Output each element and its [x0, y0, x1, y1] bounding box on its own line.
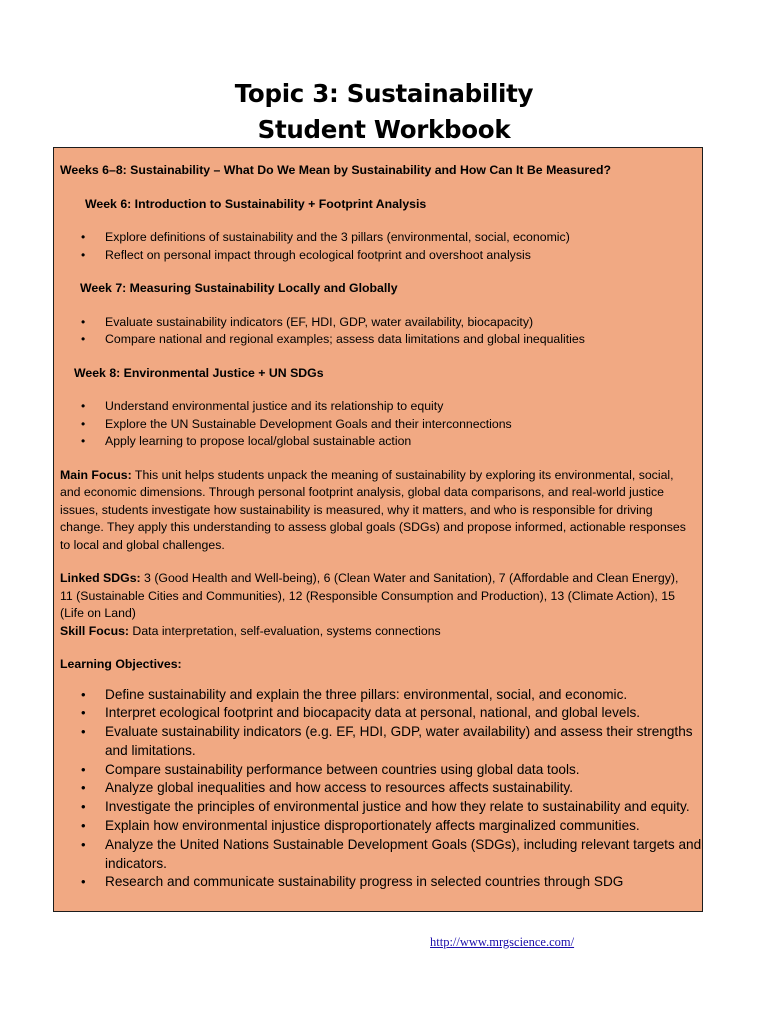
list-item: • Evaluate sustainability indicators (EF, HDI, GDP, water availability, biocapacity)	[60, 314, 702, 332]
content-box	[53, 147, 703, 912]
page-title	[0, 76, 768, 148]
title-line-1: Topic 3: Sustainability	[234, 79, 534, 108]
title-line-2: Student Workbook	[257, 115, 511, 144]
objectives-list	[60, 686, 702, 893]
objective-item: • Interpret ecological footprint and biocapacity data at personal, national, and global levels.	[60, 704, 702, 723]
list-item: • Reflect on personal impact through ecological footprint and overshoot analysis	[60, 247, 702, 265]
objective-item: • Define sustainability and explain the three pillars: environmental, social, and economic.	[60, 686, 702, 705]
objective-item: • Compare sustainability performance between countries using global data tools.	[60, 761, 702, 780]
objectives-heading: Learning Objectives:	[60, 657, 182, 671]
main-focus-text: This unit helps students unpack the meaning of sustainability by exploring its environmental, social, and economic dimensions. Through personal footprint analysis, global data comparisons, and real-world justice issues, students investigate how sustainability is measured, why it matters, and who is responsible for driving change. They apply this understanding to assess global goals (SDGs) and propose informed, actionable responses to local and global challenges.	[60, 467, 686, 552]
linked-sdgs-paragraph	[60, 570, 702, 623]
objective-item: • Research and communicate sustainability progress in selected countries through SDG	[60, 873, 702, 892]
main-focus-paragraph	[60, 467, 702, 555]
linked-sdgs-text: 3 (Good Health and Well-being), 6 (Clean Water and Sanitation), 7 (Affordable and Clean Energy), 11 (Sustainable Cities and Communities), 12 (Responsible Consumption and Production), 13 (Climate Action), 15 (Life on Land)	[60, 571, 679, 620]
linked-sdgs-label: Linked SDGs:	[60, 571, 141, 585]
list-item: • Understand environmental justice and its relationship to equity	[60, 398, 702, 416]
objective-item: • Explain how environmental injustice disproportionately affects marginalized communities.	[60, 817, 702, 836]
objective-item: • Analyze global inequalities and how access to resources affects sustainability.	[60, 779, 702, 798]
objective-item: • Analyze the United Nations Sustainable Development Goals (SDGs), including relevant targets and indicators.	[60, 836, 702, 874]
list-item: • Explore definitions of sustainability and the 3 pillars (environmental, social, economic)	[60, 229, 702, 247]
list-item: • Apply learning to propose local/global sustainable action	[60, 433, 702, 451]
objective-item: • Investigate the principles of environmental justice and how they relate to sustainability and equity.	[60, 798, 702, 817]
skill-focus-label: Skill Focus:	[60, 623, 130, 638]
box-heading: Weeks 6–8: Sustainability – What Do We Mean by Sustainability and How Can It Be Measured?	[60, 163, 611, 177]
objective-item: • Evaluate sustainability indicators (e.g. EF, HDI, GDP, water availability) and assess their strengths and limitations.	[60, 723, 702, 761]
week-7-list	[60, 314, 702, 349]
list-item: • Compare national and regional examples; assess data limitations and global inequalities	[60, 331, 702, 349]
week-8-title: Week 8: Environmental Justice + UN SDGs	[74, 365, 324, 380]
skill-focus-text: Data interpretation, self-evaluation, systems connections	[129, 623, 441, 638]
week-7-title: Week 7: Measuring Sustainability Locally and Globally	[80, 281, 398, 295]
skill-focus-paragraph	[60, 623, 702, 641]
week-8-list	[60, 398, 702, 451]
main-focus-label: Main Focus:	[60, 467, 132, 482]
website-link[interactable]: http://www.mrgscience.com/	[430, 935, 575, 949]
week-6-list	[60, 229, 702, 264]
week-6-title: Week 6: Introduction to Sustainability + Footprint Analysis	[85, 196, 427, 211]
list-item: • Explore the UN Sustainable Development Goals and their interconnections	[60, 416, 702, 434]
